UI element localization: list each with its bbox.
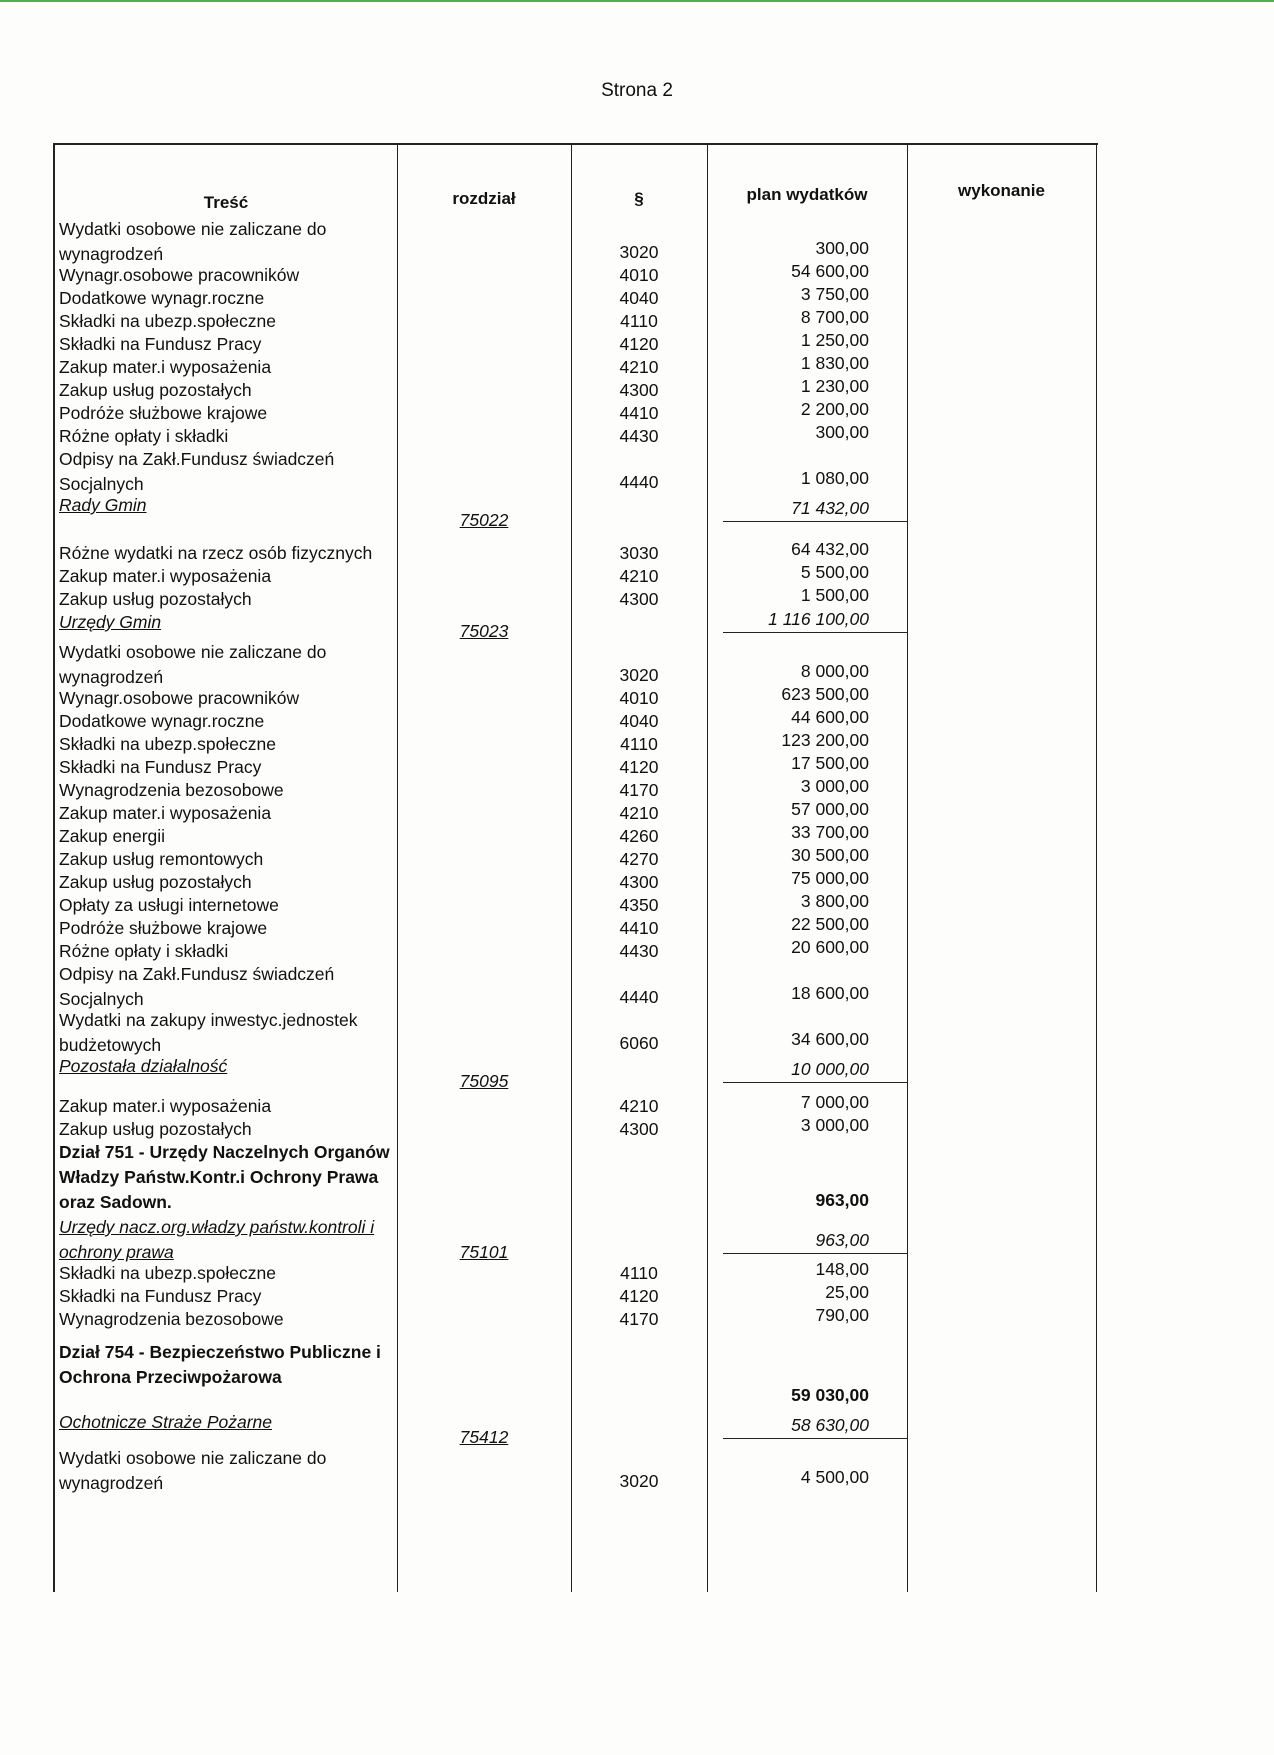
row-text: Zakup energii [59, 826, 166, 846]
table-row [55, 332, 1098, 355]
subtotal-underline [723, 632, 907, 633]
table-row [55, 1008, 1098, 1054]
table-row [55, 801, 1098, 824]
row-text: Urzędy nacz.org.władzy państw.kontroli i ochrony prawa [59, 1217, 375, 1262]
row-text: Podróże służbowe krajowe [59, 403, 268, 423]
row-plan-value: 57 000,00 [791, 799, 869, 819]
row-plan-value: 963,00 [815, 1230, 869, 1250]
row-text: Zakup mater.i wyposażenia [59, 566, 272, 586]
row-paragraf: 4120 [619, 1286, 659, 1306]
section-row [55, 1140, 1098, 1215]
table-row [55, 1261, 1098, 1284]
table-row [55, 286, 1098, 309]
row-plan-value: 59 030,00 [791, 1385, 869, 1405]
row-plan-value: 25,00 [825, 1282, 869, 1302]
row-rozdzial: 75022 [459, 510, 509, 530]
row-paragraf: 4120 [619, 334, 659, 354]
row-text: Odpisy na Zakł.Fundusz świadczeń Socjalnych [59, 449, 335, 494]
table-row [55, 1284, 1098, 1307]
row-text: Zakup mater.i wyposażenia [59, 1096, 272, 1116]
subtotal-underline [723, 521, 907, 522]
row-paragraf: 4270 [619, 849, 659, 869]
row-text: Różne opłaty i składki [59, 941, 229, 961]
row-text: Urzędy Gmin [59, 612, 162, 632]
row-text: Dodatkowe wynagr.roczne [59, 711, 265, 731]
row-text: Różne opłaty i składki [59, 426, 229, 446]
row-text: Składki na ubezp.społeczne [59, 1263, 276, 1283]
row-text: Wydatki osobowe nie zaliczane do wynagrodzeń [59, 642, 327, 687]
table-row [55, 709, 1098, 732]
row-text: Składki na ubezp.społeczne [59, 311, 276, 331]
row-text: Składki na Fundusz Pracy [59, 1286, 262, 1306]
row-plan-value: 17 500,00 [791, 753, 869, 773]
header-paragraf: § [634, 189, 644, 208]
subtotal-underline [723, 1253, 907, 1254]
table-row [55, 824, 1098, 847]
row-paragraf: 3020 [619, 665, 659, 685]
row-rozdzial: 75412 [459, 1427, 509, 1447]
subtotal-underline [723, 1082, 907, 1083]
row-plan-value: 3 750,00 [800, 284, 869, 304]
row-text: Wydatki na zakupy inwestyc.jednostek budżetowych [59, 1010, 358, 1055]
row-text: Zakup usług pozostałych [59, 380, 252, 400]
row-paragraf: 4300 [619, 1119, 659, 1139]
row-plan-value: 22 500,00 [791, 914, 869, 934]
row-paragraf: 4300 [619, 589, 659, 609]
row-plan-value: 5 500,00 [800, 562, 869, 582]
table-row [55, 893, 1098, 916]
row-paragraf: 4440 [619, 472, 659, 492]
subtotal-row [55, 1410, 1098, 1446]
row-plan-value: 3 000,00 [800, 776, 869, 796]
row-text: Zakup mater.i wyposażenia [59, 357, 272, 377]
row-plan-value: 33 700,00 [791, 822, 869, 842]
row-paragraf: 3020 [619, 242, 659, 262]
table-row [55, 1446, 1098, 1492]
row-plan-value: 34 600,00 [791, 1029, 869, 1049]
row-plan-value: 148,00 [815, 1259, 869, 1279]
row-paragraf: 4260 [619, 826, 659, 846]
row-plan-value: 10 000,00 [791, 1059, 869, 1079]
row-paragraf: 4410 [619, 918, 659, 938]
header-tresc: Treść [203, 193, 249, 212]
table-row [55, 962, 1098, 1008]
row-plan-value: 8 700,00 [800, 307, 869, 327]
table-row [55, 847, 1098, 870]
table-row [55, 447, 1098, 493]
row-plan-value: 623 500,00 [781, 684, 869, 704]
row-text: Składki na ubezp.społeczne [59, 734, 276, 754]
row-paragraf: 3030 [619, 543, 659, 563]
table-row [55, 1094, 1098, 1117]
row-plan-value: 30 500,00 [791, 845, 869, 865]
row-paragraf: 4010 [619, 688, 659, 708]
row-text: Zakup usług pozostałych [59, 1119, 252, 1139]
row-plan-value: 71 432,00 [791, 498, 869, 518]
table-row [55, 401, 1098, 424]
row-text: Ochotnicze Straże Pożarne [59, 1412, 273, 1432]
table-row [55, 309, 1098, 332]
subtotal-row [55, 1215, 1098, 1261]
row-paragraf: 4170 [619, 1309, 659, 1329]
subtotal-row [55, 493, 1098, 529]
row-paragraf: 4300 [619, 380, 659, 400]
header-plan: plan wydatków [746, 185, 868, 204]
table-row [55, 355, 1098, 378]
row-paragraf: 4410 [619, 403, 659, 423]
row-plan-value: 123 200,00 [781, 730, 869, 750]
header-rozdzial: rozdział [452, 189, 516, 208]
row-paragraf: 4110 [620, 1263, 658, 1283]
row-plan-value: 20 600,00 [791, 937, 869, 957]
row-paragraf: 6060 [619, 1033, 659, 1053]
scan-edge [0, 0, 1274, 2]
row-paragraf: 3020 [619, 1471, 659, 1491]
table-row [55, 263, 1098, 286]
table-row [55, 587, 1098, 610]
table-row [55, 541, 1098, 564]
budget-table [53, 143, 1098, 1592]
subtotal-row [55, 1054, 1098, 1090]
row-text: Zakup mater.i wyposażenia [59, 803, 272, 823]
row-plan-value: 1 500,00 [800, 585, 869, 605]
row-text: Zakup usług pozostałych [59, 589, 252, 609]
table-row [55, 424, 1098, 447]
row-plan-value: 8 000,00 [800, 661, 869, 681]
row-plan-value: 18 600,00 [791, 983, 869, 1003]
row-text: Wydatki osobowe nie zaliczane do wynagrodzeń [59, 1448, 327, 1493]
table-row [55, 1117, 1098, 1140]
row-text: Opłaty za usługi internetowe [59, 895, 279, 915]
table-row [55, 640, 1098, 686]
row-plan-value: 44 600,00 [791, 707, 869, 727]
row-plan-value: 790,00 [815, 1305, 869, 1325]
table-row [55, 378, 1098, 401]
row-paragraf: 4120 [619, 757, 659, 777]
table-row [55, 939, 1098, 962]
row-text: Składki na Fundusz Pracy [59, 757, 262, 777]
row-plan-value: 1 080,00 [800, 468, 869, 488]
table-row [55, 1307, 1098, 1330]
row-paragraf: 4040 [619, 711, 659, 731]
row-text: Zakup usług pozostałych [59, 872, 252, 892]
row-text: Zakup usług remontowych [59, 849, 264, 869]
row-paragraf: 4210 [619, 1096, 659, 1116]
row-rozdzial: 75101 [459, 1242, 509, 1262]
table-row [55, 755, 1098, 778]
row-plan-value: 3 800,00 [800, 891, 869, 911]
row-text: Wynagr.osobowe pracowników [59, 688, 300, 708]
table-row [55, 778, 1098, 801]
row-plan-value: 300,00 [815, 422, 869, 442]
row-plan-value: 64 432,00 [791, 539, 869, 559]
row-plan-value: 1 830,00 [800, 353, 869, 373]
subtotal-underline [723, 1438, 907, 1439]
row-paragraf: 4210 [619, 357, 659, 377]
row-paragraf: 4170 [619, 780, 659, 800]
row-text: Wynagr.osobowe pracowników [59, 265, 300, 285]
row-text: Wynagrodzenia bezosobowe [59, 780, 284, 800]
row-paragraf: 4430 [619, 941, 659, 961]
row-text: Dodatkowe wynagr.roczne [59, 288, 265, 308]
row-paragraf: 4210 [619, 566, 659, 586]
row-paragraf: 4430 [619, 426, 659, 446]
row-plan-value: 3 000,00 [800, 1115, 869, 1135]
row-paragraf: 4110 [620, 311, 658, 331]
subtotal-row [55, 610, 1098, 640]
row-plan-value: 7 000,00 [800, 1092, 869, 1112]
row-paragraf: 4350 [619, 895, 659, 915]
table-row [55, 217, 1098, 263]
row-plan-value: 58 630,00 [791, 1415, 869, 1435]
row-plan-value: 963,00 [815, 1190, 869, 1210]
table-row [55, 732, 1098, 755]
row-text: Wynagrodzenia bezosobowe [59, 1309, 284, 1329]
row-plan-value: 54 600,00 [791, 261, 869, 281]
table-row [55, 870, 1098, 893]
row-text: Pozostała działalność [59, 1056, 228, 1076]
row-paragraf: 4040 [619, 288, 659, 308]
row-text: Rady Gmin [59, 495, 147, 515]
row-paragraf: 4210 [619, 803, 659, 823]
section-row [55, 1340, 1098, 1410]
row-rozdzial: 75095 [459, 1071, 509, 1091]
row-text: Odpisy na Zakł.Fundusz świadczeń Socjalnych [59, 964, 335, 1009]
row-plan-value: 2 200,00 [800, 399, 869, 419]
row-plan-value: 300,00 [815, 238, 869, 258]
row-plan-value: 1 250,00 [800, 330, 869, 350]
page-title: Strona 2 [601, 80, 673, 101]
row-text: Dział 754 - Bezpieczeństwo Publiczne i Ochrona Przeciwpożarowa [59, 1342, 381, 1387]
table-row [55, 564, 1098, 587]
row-text: Różne wydatki na rzecz osób fizycznych [59, 543, 373, 563]
header-wykonanie: wykonanie [958, 181, 1045, 200]
row-text: Składki na Fundusz Pracy [59, 334, 262, 354]
table-row [55, 916, 1098, 939]
row-plan-value: 4 500,00 [800, 1467, 869, 1487]
row-rozdzial: 75023 [459, 621, 509, 641]
row-paragraf: 4440 [619, 987, 659, 1007]
row-plan-value: 75 000,00 [791, 868, 869, 888]
row-paragraf: 4300 [619, 872, 659, 892]
row-plan-value: 1 230,00 [800, 376, 869, 396]
table-row [55, 686, 1098, 709]
row-text: Wydatki osobowe nie zaliczane do wynagrodzeń [59, 219, 327, 264]
row-paragraf: 4110 [620, 734, 658, 754]
row-paragraf: 4010 [619, 265, 659, 285]
row-text: Dział 751 - Urzędy Naczelnych Organów Władzy Państw.Kontr.i Ochrony Prawa oraz Sadown. [59, 1142, 390, 1212]
row-text: Podróże służbowe krajowe [59, 918, 268, 938]
row-plan-value: 1 116 100,00 [768, 609, 869, 629]
